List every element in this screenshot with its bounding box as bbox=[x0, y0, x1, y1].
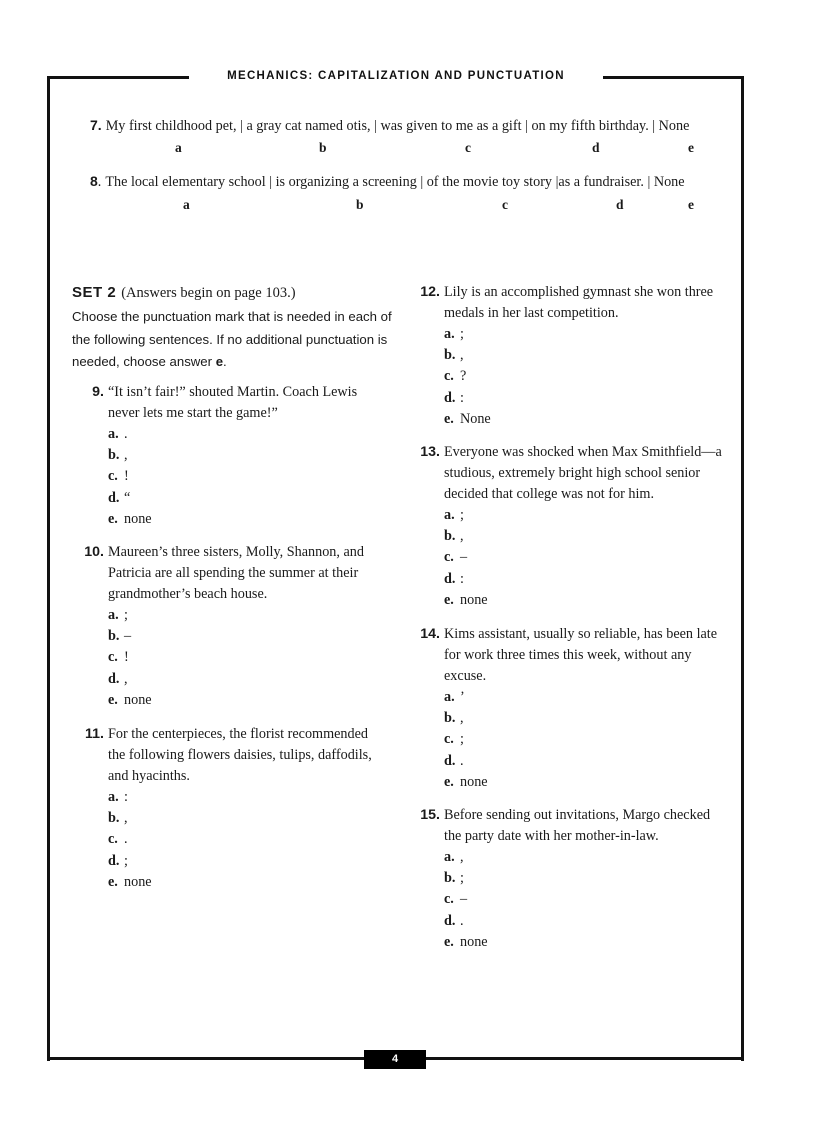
option-text: – bbox=[460, 549, 468, 566]
frame-top-left-rule bbox=[47, 76, 189, 79]
option-c[interactable] bbox=[444, 366, 726, 387]
question-number: 15. bbox=[420, 807, 440, 823]
option-text: None bbox=[460, 410, 491, 427]
option-text: ; bbox=[460, 870, 464, 887]
frame-top-right-rule bbox=[603, 76, 744, 79]
option-b[interactable] bbox=[108, 445, 378, 466]
option-letter: c. bbox=[444, 891, 454, 908]
running-header: MECHANICS: CAPITALIZATION AND PUNCTUATION bbox=[227, 70, 565, 82]
set-instructions bbox=[72, 306, 392, 374]
option-e[interactable] bbox=[444, 772, 728, 793]
option-letter: a. bbox=[444, 326, 455, 342]
question-stem: Before sending out invitations, Margo checked the party date with her mother-in-law. bbox=[444, 807, 711, 844]
option-a[interactable] bbox=[108, 787, 382, 808]
question-text: My first childhood pet, | a gray cat named otis, | was given to me as a gift | on my fifth birthday. | None bbox=[105, 118, 690, 134]
option-c[interactable] bbox=[108, 466, 378, 487]
option-letter: b. bbox=[108, 810, 120, 827]
instructions-answer-letter: e bbox=[215, 354, 224, 369]
option-e[interactable] bbox=[444, 590, 726, 611]
question-number: 13. bbox=[420, 444, 440, 460]
option-letter: a. bbox=[444, 849, 455, 865]
option-e[interactable] bbox=[444, 932, 726, 953]
question-stem: Everyone was shocked when Max Smithfield—a studious, extremely bright high school senior decided that college was not for him. bbox=[444, 444, 722, 502]
option-b[interactable] bbox=[444, 868, 726, 889]
option-a[interactable] bbox=[444, 687, 728, 708]
option-letter: b. bbox=[108, 628, 120, 645]
option-letter: b. bbox=[444, 528, 456, 545]
question-number: 9. bbox=[92, 384, 104, 400]
option-letter: a. bbox=[108, 607, 119, 623]
question-7 bbox=[90, 117, 689, 135]
option-letter: c. bbox=[444, 731, 454, 748]
question-13 bbox=[420, 442, 726, 611]
option-b[interactable] bbox=[444, 708, 728, 729]
option-text: , bbox=[124, 447, 128, 464]
question-14 bbox=[420, 624, 728, 793]
question-stem: For the centerpieces, the florist recommended the following flowers daisies, tulips, daffodils, and hyacinths. bbox=[108, 726, 372, 784]
option-text: none bbox=[460, 933, 488, 950]
option-text: none bbox=[124, 510, 152, 527]
option-letter: e. bbox=[108, 510, 118, 527]
instructions-end: . bbox=[223, 354, 227, 369]
option-a[interactable] bbox=[444, 505, 726, 526]
option-text: none bbox=[124, 691, 152, 708]
option-d[interactable] bbox=[108, 669, 380, 690]
option-text: : bbox=[460, 570, 464, 587]
answer-options bbox=[108, 787, 382, 893]
segment-letter-e: e bbox=[688, 140, 694, 155]
option-letter: b. bbox=[444, 347, 456, 364]
option-text: : bbox=[460, 389, 464, 406]
segment-letter-a: a bbox=[183, 197, 190, 212]
question-number-period: . bbox=[97, 174, 102, 190]
segment-letter-b: b bbox=[356, 197, 364, 212]
segment-letter-a: a bbox=[175, 140, 182, 155]
option-letter: b. bbox=[108, 447, 120, 464]
option-text: . bbox=[460, 912, 464, 929]
option-letter: d. bbox=[108, 852, 120, 869]
option-d[interactable] bbox=[108, 488, 378, 509]
segment-letter-d: d bbox=[616, 197, 624, 212]
answer-options bbox=[444, 687, 728, 793]
option-letter: d. bbox=[108, 489, 120, 506]
question-12 bbox=[420, 282, 726, 430]
option-d[interactable] bbox=[444, 569, 726, 590]
option-letter: e. bbox=[108, 873, 118, 890]
option-text: ; bbox=[124, 607, 128, 623]
option-text: , bbox=[460, 347, 464, 364]
answer-options bbox=[444, 324, 726, 430]
segment-letter-d: d bbox=[592, 140, 600, 155]
option-b[interactable] bbox=[108, 626, 380, 647]
option-text: none bbox=[460, 591, 488, 608]
option-text: ! bbox=[124, 649, 129, 666]
option-letter: c. bbox=[108, 468, 118, 485]
option-c[interactable] bbox=[444, 889, 726, 910]
question-number: 8 bbox=[90, 173, 98, 189]
page-number: 4 bbox=[364, 1050, 426, 1069]
option-d[interactable] bbox=[444, 751, 728, 772]
answer-options bbox=[444, 847, 726, 953]
option-letter: e. bbox=[444, 773, 454, 790]
question-number: 14. bbox=[420, 626, 440, 642]
option-e[interactable] bbox=[108, 509, 378, 530]
question-8 bbox=[90, 173, 685, 191]
option-letter: b. bbox=[444, 710, 456, 727]
option-text: , bbox=[460, 710, 464, 727]
option-text: . bbox=[124, 831, 128, 848]
option-text: , bbox=[460, 849, 464, 865]
option-a[interactable] bbox=[108, 605, 380, 626]
option-letter: d. bbox=[108, 670, 120, 687]
segment-letter-c: c bbox=[502, 197, 508, 212]
question-stem: “It isn’t fair!” shouted Martin. Coach Lewis never lets me start the game!” bbox=[108, 384, 358, 421]
option-letter: e. bbox=[444, 591, 454, 608]
segment-letters-8 bbox=[0, 197, 816, 215]
option-d[interactable] bbox=[108, 851, 382, 872]
option-letter: c. bbox=[444, 549, 454, 566]
frame-bottom-left-rule bbox=[47, 1057, 365, 1060]
frame-bottom-right-rule bbox=[426, 1057, 744, 1060]
option-d[interactable] bbox=[444, 911, 726, 932]
option-letter: c. bbox=[108, 831, 118, 848]
option-letter: c. bbox=[444, 368, 454, 385]
option-text: ! bbox=[124, 468, 129, 485]
frame-left-rule bbox=[47, 76, 50, 1061]
question-11 bbox=[85, 724, 382, 893]
option-letter: c. bbox=[108, 649, 118, 666]
option-letter: d. bbox=[444, 389, 456, 406]
option-b[interactable] bbox=[444, 526, 726, 547]
option-text: ; bbox=[460, 507, 464, 523]
segment-letter-b: b bbox=[319, 140, 327, 155]
option-a[interactable] bbox=[444, 324, 726, 345]
question-9 bbox=[92, 382, 378, 530]
option-c[interactable] bbox=[444, 547, 726, 568]
segment-letter-e: e bbox=[688, 197, 694, 212]
instructions-text: Choose the punctuation mark that is needed in each of the following sentences. If no additional punctuation is needed, choose answer bbox=[72, 309, 392, 369]
option-letter: e. bbox=[108, 691, 118, 708]
option-text: none bbox=[460, 773, 488, 790]
option-letter: b. bbox=[444, 870, 456, 887]
option-text: , bbox=[124, 670, 128, 687]
segment-letters-7 bbox=[0, 140, 816, 158]
option-c[interactable] bbox=[444, 729, 728, 750]
option-letter: d. bbox=[444, 912, 456, 929]
set-answer-note: (Answers begin on page 103.) bbox=[121, 285, 296, 301]
option-letter: a. bbox=[108, 789, 119, 805]
answer-options bbox=[444, 505, 726, 611]
option-text: – bbox=[460, 891, 468, 908]
question-number: 12. bbox=[420, 284, 440, 300]
option-text: , bbox=[124, 810, 128, 827]
question-number: 10. bbox=[84, 544, 104, 560]
option-letter: a. bbox=[444, 507, 455, 523]
option-text: ; bbox=[124, 852, 128, 869]
option-e[interactable] bbox=[444, 409, 726, 430]
option-text: , bbox=[460, 528, 464, 545]
set-label: SET 2 bbox=[72, 284, 117, 301]
question-stem: Maureen’s three sisters, Molly, Shannon, and Patricia are all spending the summer at their grandmother’s beach house. bbox=[108, 544, 364, 602]
option-d[interactable] bbox=[444, 388, 726, 409]
question-10 bbox=[84, 542, 380, 711]
option-text: ; bbox=[460, 326, 464, 342]
option-letter: e. bbox=[444, 933, 454, 950]
option-text: ? bbox=[460, 368, 467, 385]
set-heading bbox=[72, 284, 296, 302]
option-letter: a. bbox=[108, 426, 119, 442]
question-text: The local elementary school | is organizing a screening | of the movie toy story |as a fundraiser. | None bbox=[105, 174, 685, 190]
option-b[interactable] bbox=[108, 808, 382, 829]
option-c[interactable] bbox=[108, 647, 380, 668]
question-stem: Lily is an accomplished gymnast she won three medals in her last competition. bbox=[444, 284, 714, 321]
question-stem: Kims assistant, usually so reliable, has been late for work three times this week, without any excuse. bbox=[444, 626, 718, 684]
option-text: ’ bbox=[460, 689, 465, 705]
option-c[interactable] bbox=[108, 829, 382, 850]
answer-options bbox=[108, 605, 380, 711]
question-15 bbox=[420, 805, 726, 953]
option-letter: d. bbox=[444, 752, 456, 769]
question-number: 11. bbox=[85, 726, 104, 742]
option-e[interactable] bbox=[108, 872, 382, 893]
option-text: ; bbox=[460, 731, 464, 748]
option-letter: a. bbox=[444, 689, 455, 705]
frame-right-rule bbox=[741, 76, 744, 1061]
answer-options bbox=[108, 424, 378, 530]
option-text: . bbox=[124, 426, 128, 442]
option-a[interactable] bbox=[108, 424, 378, 445]
option-e[interactable] bbox=[108, 690, 380, 711]
question-number: 7. bbox=[90, 117, 102, 133]
option-text: none bbox=[124, 873, 152, 890]
option-a[interactable] bbox=[444, 847, 726, 868]
option-b[interactable] bbox=[444, 345, 726, 366]
segment-letter-c: c bbox=[465, 140, 471, 155]
option-text: . bbox=[460, 752, 464, 769]
option-text: : bbox=[124, 789, 128, 805]
option-letter: d. bbox=[444, 570, 456, 587]
option-letter: e. bbox=[444, 410, 454, 427]
option-text: “ bbox=[124, 489, 131, 506]
option-text: – bbox=[124, 628, 132, 645]
